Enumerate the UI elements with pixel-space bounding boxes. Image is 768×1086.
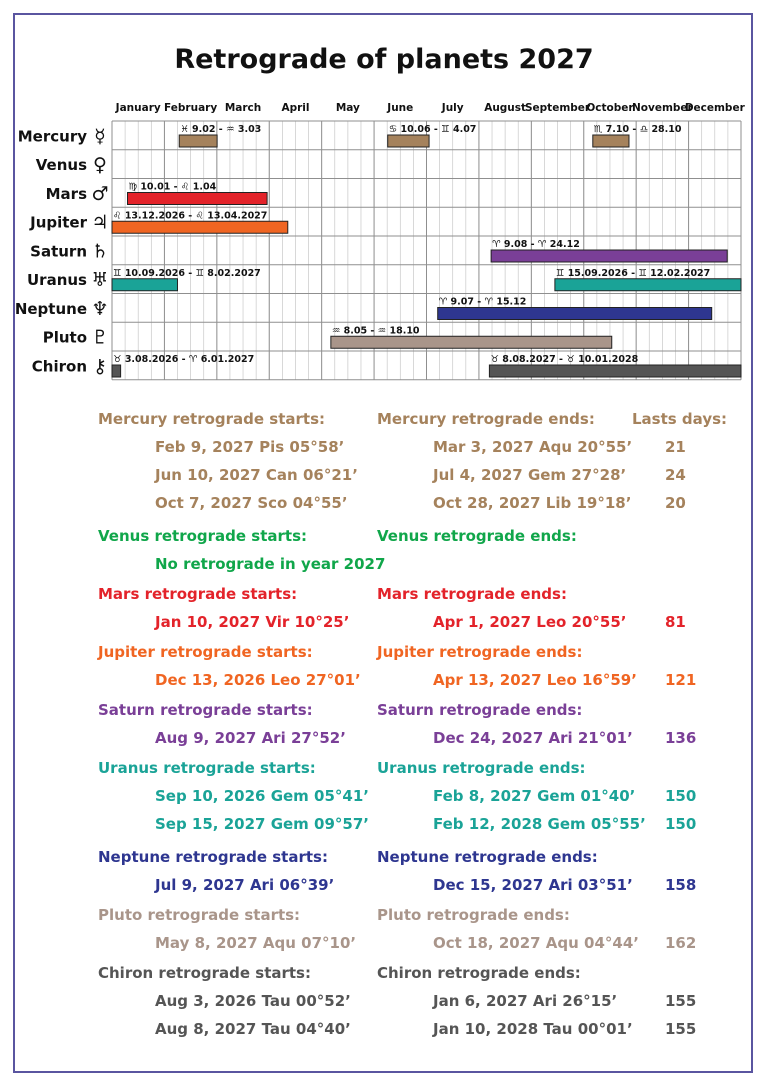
planet-label: Venus xyxy=(35,156,87,175)
retrograde-days: 20 xyxy=(665,494,686,512)
month-tick-label: July xyxy=(441,102,464,114)
retrograde-start-date: Sep 15, 2027 Gem 09°57’ xyxy=(155,815,369,833)
retrograde-days: 121 xyxy=(665,671,697,689)
retrograde-days: 150 xyxy=(665,787,697,805)
retrograde-bar xyxy=(128,193,268,205)
section-start-header: Mars retrograde starts: xyxy=(98,585,298,603)
section-start-header: Jupiter retrograde starts: xyxy=(98,643,313,661)
planet-glyph-icon: ♄ xyxy=(91,240,109,263)
planet-glyph-icon: ♃ xyxy=(91,211,109,234)
lasts-days-header: Lasts days: xyxy=(632,410,728,428)
planet-glyph-icon: ♆ xyxy=(91,297,109,320)
retrograde-end-date: Jan 6, 2027 Ari 26°15’ xyxy=(433,992,618,1010)
section-end-header: Venus retrograde ends: xyxy=(377,527,577,545)
month-tick-label: November xyxy=(632,102,693,114)
section-start-header: Neptune retrograde starts: xyxy=(98,848,328,866)
retrograde-start-date: Aug 8, 2027 Tau 04°40’ xyxy=(155,1020,351,1038)
retrograde-start-date: Jun 10, 2027 Can 06°21’ xyxy=(155,466,358,484)
retrograde-bar xyxy=(112,279,177,291)
section-start-header: Saturn retrograde starts: xyxy=(98,701,313,719)
month-tick-label: September xyxy=(524,102,591,114)
month-tick-label: April xyxy=(281,102,310,114)
retrograde-days: 162 xyxy=(665,934,697,952)
retrograde-start-date: No retrograde in year 2027 xyxy=(155,555,386,573)
retrograde-end-date: Oct 18, 2027 Aqu 04°44’ xyxy=(433,934,639,952)
retrograde-days: 155 xyxy=(665,1020,697,1038)
section-start-header: Venus retrograde starts: xyxy=(98,527,308,545)
retrograde-bar xyxy=(112,365,121,377)
section-start-header: Mercury retrograde starts: xyxy=(98,410,326,428)
retrograde-bar-label: ♈ 9.07 - ♈ 15.12 xyxy=(438,296,527,308)
retrograde-start-date: Sep 10, 2026 Gem 05°41’ xyxy=(155,787,369,805)
section-end-header: Neptune retrograde ends: xyxy=(377,848,598,866)
page-title: Retrograde of planets 2027 xyxy=(174,44,594,75)
retrograde-bar-label: ♉ 3.08.2026 - ♈ 6.01.2027 xyxy=(113,354,255,365)
retrograde-end-date: Dec 24, 2027 Ari 21°01’ xyxy=(433,729,633,747)
retrograde-bar xyxy=(555,279,741,291)
retrograde-start-date: Aug 9, 2027 Ari 27°52’ xyxy=(155,729,346,747)
planet-label: Pluto xyxy=(42,328,87,347)
section-start-header: Uranus retrograde starts: xyxy=(98,759,316,777)
retrograde-bar-label: ♌ 13.12.2026 - ♌ 13.04.2027 xyxy=(113,210,268,222)
section-end-header: Saturn retrograde ends: xyxy=(377,701,583,719)
retrograde-bar-label: ♈ 9.08 - ♈ 24.12 xyxy=(492,239,580,250)
month-tick-label: March xyxy=(224,102,262,114)
retrograde-gantt-chart xyxy=(0,0,768,390)
retrograde-start-date: Jan 10, 2027 Vir 10°25’ xyxy=(155,613,350,631)
section-end-header: Chiron retrograde ends: xyxy=(377,964,581,982)
retrograde-days: 158 xyxy=(665,876,697,894)
section-end-header: Jupiter retrograde ends: xyxy=(377,643,583,661)
retrograde-bar xyxy=(179,135,217,147)
retrograde-end-date: Dec 15, 2027 Ari 03°51’ xyxy=(433,876,633,894)
retrograde-bar-label: ♒ 8.05 - ♒ 18.10 xyxy=(331,325,420,337)
retrograde-days: 136 xyxy=(665,729,697,747)
section-start-header: Chiron retrograde starts: xyxy=(98,964,311,982)
planet-label: Neptune xyxy=(14,299,87,318)
retrograde-bar xyxy=(331,336,612,348)
retrograde-start-date: Aug 3, 2026 Tau 00°52’ xyxy=(155,992,351,1010)
retrograde-days: 81 xyxy=(665,613,686,631)
section-end-header: Uranus retrograde ends: xyxy=(377,759,586,777)
retrograde-days: 24 xyxy=(665,466,686,484)
retrograde-bar-label: ♊ 15.09.2026 - ♊ 12.02.2027 xyxy=(555,267,711,279)
retrograde-bar xyxy=(489,365,741,377)
retrograde-bar-label: ♍ 10.01 - ♌ 1.04 xyxy=(128,181,217,193)
planet-glyph-icon: ♂ xyxy=(91,182,109,205)
month-tick-label: December xyxy=(684,102,745,114)
retrograde-bar-label: ♏ 7.10 - ♎ 28.10 xyxy=(593,124,682,135)
retrograde-days: 155 xyxy=(665,992,697,1010)
retrograde-end-date: Jan 10, 2028 Tau 00°01’ xyxy=(433,1020,633,1038)
retrograde-bar xyxy=(388,135,429,147)
retrograde-bar-label: ♓ 9.02 - ♒ 3.03 xyxy=(180,124,262,135)
retrograde-bar-label: ♊ 10.09.2026 - ♊ 8.02.2027 xyxy=(113,267,261,279)
retrograde-bar-label: ♋ 10.06 - ♊ 4.07 xyxy=(388,124,477,135)
month-tick-label: August xyxy=(484,102,527,114)
planet-label: Mercury xyxy=(17,127,87,146)
planet-label: Mars xyxy=(45,184,87,203)
retrograde-bar-label: ♉ 8.08.2027 - ♉ 10.01.2028 xyxy=(490,354,639,365)
retrograde-bar xyxy=(438,308,712,320)
retrograde-end-date: Jul 4, 2027 Gem 27°28’ xyxy=(433,466,627,484)
retrograde-bar xyxy=(491,250,727,262)
planet-label: Uranus xyxy=(27,271,87,290)
retrograde-start-date: Feb 9, 2027 Pis 05°58’ xyxy=(155,438,345,456)
planet-label: Saturn xyxy=(30,242,87,261)
retrograde-end-date: Apr 1, 2027 Leo 20°55’ xyxy=(433,613,627,631)
planet-glyph-icon: ☿ xyxy=(94,125,106,148)
retrograde-days: 21 xyxy=(665,438,686,456)
retrograde-start-date: Dec 13, 2026 Leo 27°01’ xyxy=(155,671,361,689)
retrograde-end-date: Mar 3, 2027 Aqu 20°55’ xyxy=(433,438,633,456)
retrograde-end-date: Oct 28, 2027 Lib 19°18’ xyxy=(433,494,632,512)
section-end-header: Pluto retrograde ends: xyxy=(377,906,570,924)
planet-glyph-icon: ♅ xyxy=(91,269,109,292)
planet-glyph-icon: ⚷ xyxy=(93,355,107,378)
retrograde-end-date: Feb 8, 2027 Gem 01°40’ xyxy=(433,787,636,805)
retrograde-end-date: Apr 13, 2027 Leo 16°59’ xyxy=(433,671,637,689)
month-tick-label: January xyxy=(115,102,161,114)
section-end-header: Mars retrograde ends: xyxy=(377,585,567,603)
retrograde-start-date: May 8, 2027 Aqu 07°10’ xyxy=(155,934,357,952)
month-tick-label: February xyxy=(164,102,218,114)
section-end-header: Mercury retrograde ends: xyxy=(377,410,595,428)
planet-glyph-icon: ♇ xyxy=(91,326,109,349)
retrograde-bar xyxy=(112,221,288,233)
retrograde-days: 150 xyxy=(665,815,697,833)
planet-label: Jupiter xyxy=(30,213,87,232)
month-tick-label: May xyxy=(335,102,360,114)
planet-label: Chiron xyxy=(31,357,87,376)
retrograde-bar xyxy=(593,135,629,147)
planet-glyph-icon: ♀ xyxy=(93,154,107,177)
month-tick-label: June xyxy=(387,102,414,114)
retrograde-end-date: Feb 12, 2028 Gem 05°55’ xyxy=(433,815,646,833)
month-tick-label: October xyxy=(586,102,634,114)
section-start-header: Pluto retrograde starts: xyxy=(98,906,301,924)
retrograde-start-date: Jul 9, 2027 Ari 06°39’ xyxy=(155,876,335,894)
retrograde-start-date: Oct 7, 2027 Sco 04°55’ xyxy=(155,494,348,512)
